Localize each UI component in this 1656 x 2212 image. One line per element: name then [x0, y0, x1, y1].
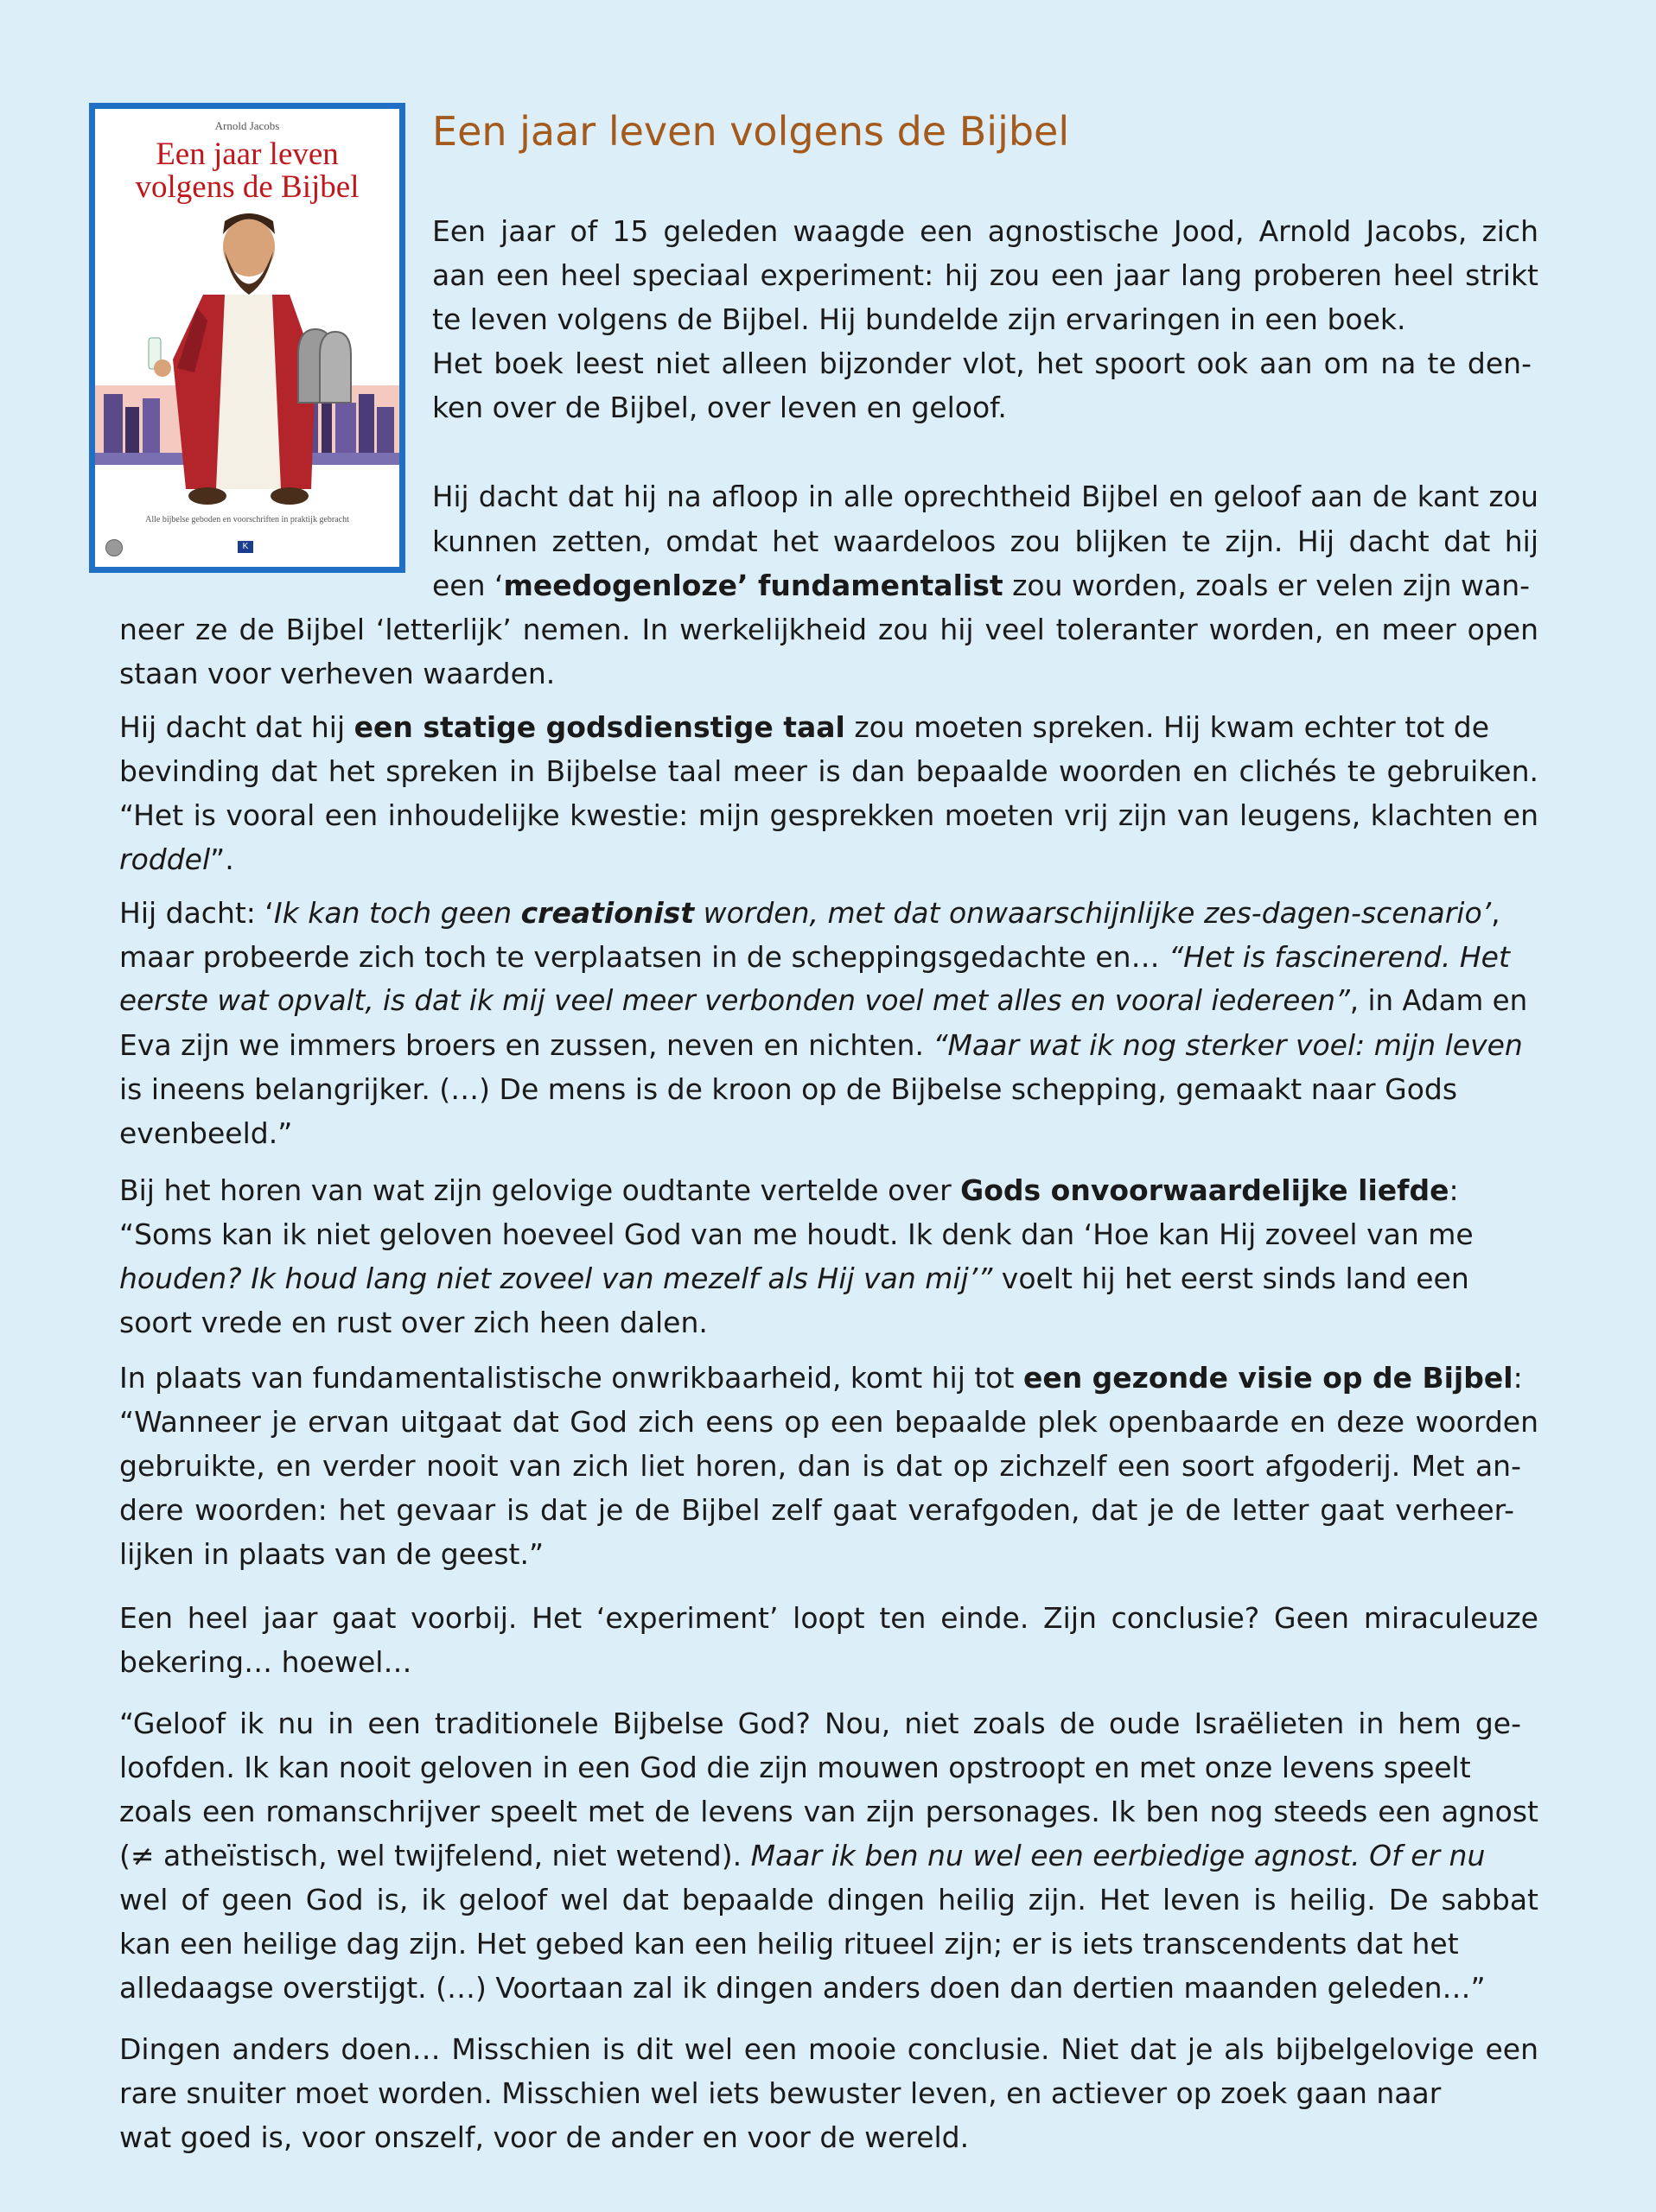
- text-line: zoals een romanschrijver speelt met de levens van zijn personages. Ik ben nog steeds een agnost: [119, 1795, 1538, 1828]
- text-line: kan een heilige dag zijn. Het gebed kan een heilig ritueel zijn; er is iets transcendents dat het: [119, 1927, 1459, 1961]
- cover-seal-icon: [105, 539, 123, 556]
- text-line: dere woorden: het gevaar is dat je de Bijbel zelf gaat verafgoden, dat je de letter gaat verheer-: [119, 1493, 1514, 1527]
- text-line: eerste wat opvalt, is dat ik mij veel meer verbonden voel met alles en vooral iedereen”, in Adam en: [119, 984, 1528, 1017]
- cover-title-line1: Een jaar leven: [156, 137, 339, 172]
- publisher-logo: K: [238, 541, 253, 553]
- text-line: Een heel jaar gaat voorbij. Het ‘experiment’ loopt ten einde. Zijn conclusie? Geen miraculeuze: [119, 1601, 1538, 1635]
- text-line: Bij het horen van wat zijn gelovige oudtante vertelde over Gods onvoorwaardelijke liefde:: [119, 1173, 1459, 1207]
- text-line: Een jaar of 15 geleden waagde een agnostische Jood, Arnold Jacobs, zich: [432, 214, 1538, 248]
- text-line: lijken in plaats van de geest.”: [119, 1537, 545, 1571]
- text-line: houden? Ik houd lang niet zoveel van mezelf als Hij van mij’” voelt hij het eerst sinds land een: [119, 1262, 1469, 1295]
- text-line: staan voor verheven waarden.: [119, 657, 556, 690]
- text-line: roddel”.: [119, 842, 234, 876]
- text-line: (≠ atheïstisch, wel twijfelend, niet wetend). Maar ik ben nu wel een eerbiedige agnost. Of er nu: [119, 1839, 1486, 1872]
- text-line: is ineens belangrijker. (…) De mens is de kroon op de Bijbelse schepping, gemaakt naar Gods: [119, 1072, 1458, 1106]
- text-line: neer ze de Bijbel ‘letterlijk’ nemen. In werkelijkheid zou hij veel toleranter worden, en meer open: [119, 613, 1538, 646]
- text-line: alledaagse overstijgt. (…) Voortaan zal ik dingen anders doen dan dertien maanden geleden…”: [119, 1971, 1486, 2005]
- cover-author: Arnold Jacobs: [214, 119, 280, 132]
- text-line: soort vrede en rust over zich heen dalen.: [119, 1306, 708, 1339]
- text-line: “Soms kan ik niet geloven hoeveel God van me houdt. Ik denk dan ‘Hoe kan Hij zoveel van me: [119, 1217, 1474, 1251]
- text-line: gebruikte, en verder nooit van zich liet horen, dan is dat op zichzelf een soort afgoderij. Met an-: [119, 1449, 1521, 1483]
- text-line: wat goed is, voor onszelf, voor de ander en voor de wereld.: [119, 2120, 970, 2154]
- text-line: Het boek leest niet alleen bijzonder vlot, het spoort ook aan om na te den-: [432, 346, 1532, 380]
- text-line: een ‘meedogenloze’ fundamentalist zou worden, zoals er velen zijn wan-: [432, 569, 1531, 602]
- text-line: bekering… hoewel…: [119, 1645, 412, 1679]
- cover-title: [95, 138, 399, 204]
- text-line: te leven volgens de Bijbel. Hij bundelde zijn ervaringen in een boek.: [432, 302, 1406, 336]
- cover-title-line2: volgens de Bijbel: [135, 169, 360, 205]
- text-line: maar probeerde zich toch te verplaatsen in de scheppingsgedachte en… “Het is fascinerend. Het: [119, 940, 1510, 974]
- text-line: kunnen zetten, omdat het waardeloos zou blijken te zijn. Hij dacht dat hij: [432, 524, 1538, 558]
- text-line: Hij dacht: ‘Ik kan toch geen creationist worden, met dat onwaarschijnlijke zes-dagen-scenario’,: [119, 896, 1500, 930]
- text-line: bevinding dat het spreken in Bijbelse taal meer is dan bepaalde woorden en clichés te gebruiken.: [119, 754, 1538, 788]
- text-line: loofden. Ik kan nooit geloven in een God die zijn mouwen opstroopt en met onze levens speelt: [119, 1751, 1471, 1784]
- text-line: “Wanneer je ervan uitgaat dat God zich eens op een bepaalde plek openbaarde en deze woorden: [119, 1405, 1538, 1439]
- text-line: Eva zijn we immers broers en zussen, neven en nichten. “Maar wat ik nog sterker voel: mijn leven: [119, 1028, 1523, 1062]
- cover-subtitle: Alle bijbelse geboden en voorschriften in praktijk gebracht: [145, 515, 349, 524]
- text-line: aan een heel speciaal experiment: hij zou een jaar lang proberen heel strikt: [432, 258, 1538, 292]
- article-title: Een jaar leven volgens de Bijbel: [432, 108, 1070, 155]
- text-line: Hij dacht dat hij na afloop in alle oprechtheid Bijbel en geloof aan de kant zou: [432, 480, 1538, 513]
- text-line: evenbeeld.”: [119, 1116, 293, 1150]
- text-line: “Het is vooral een inhoudelijke kwestie: mijn gesprekken moeten vrij zijn van leugens, klachten en: [119, 798, 1538, 832]
- text-line: “Geloof ik nu in een traditionele Bijbelse God? Nou, niet zoals de oude Israëlieten in hem ge-: [119, 1707, 1521, 1740]
- text-line: In plaats van fundamentalistische onwrikbaarheid, komt hij tot een gezonde visie op de Bijbel:: [119, 1361, 1523, 1395]
- book-cover-image: [89, 103, 405, 573]
- text-line: wel of geen God is, ik geloof wel dat bepaalde dingen heilig zijn. Het leven is heilig. De sabbat: [119, 1883, 1538, 1916]
- text-line: rare snuiter moet worden. Misschien wel iets bewuster leven, en actiever op zoek gaan naar: [119, 2076, 1442, 2110]
- text-line: ken over de Bijbel, over leven en geloof.: [432, 391, 1007, 424]
- text-line: Dingen anders doen… Misschien is dit wel een mooie conclusie. Niet dat je als bijbelgelovige een: [119, 2032, 1538, 2066]
- text-line: Hij dacht dat hij een statige godsdienstige taal zou moeten spreken. Hij kwam echter tot de: [119, 710, 1490, 744]
